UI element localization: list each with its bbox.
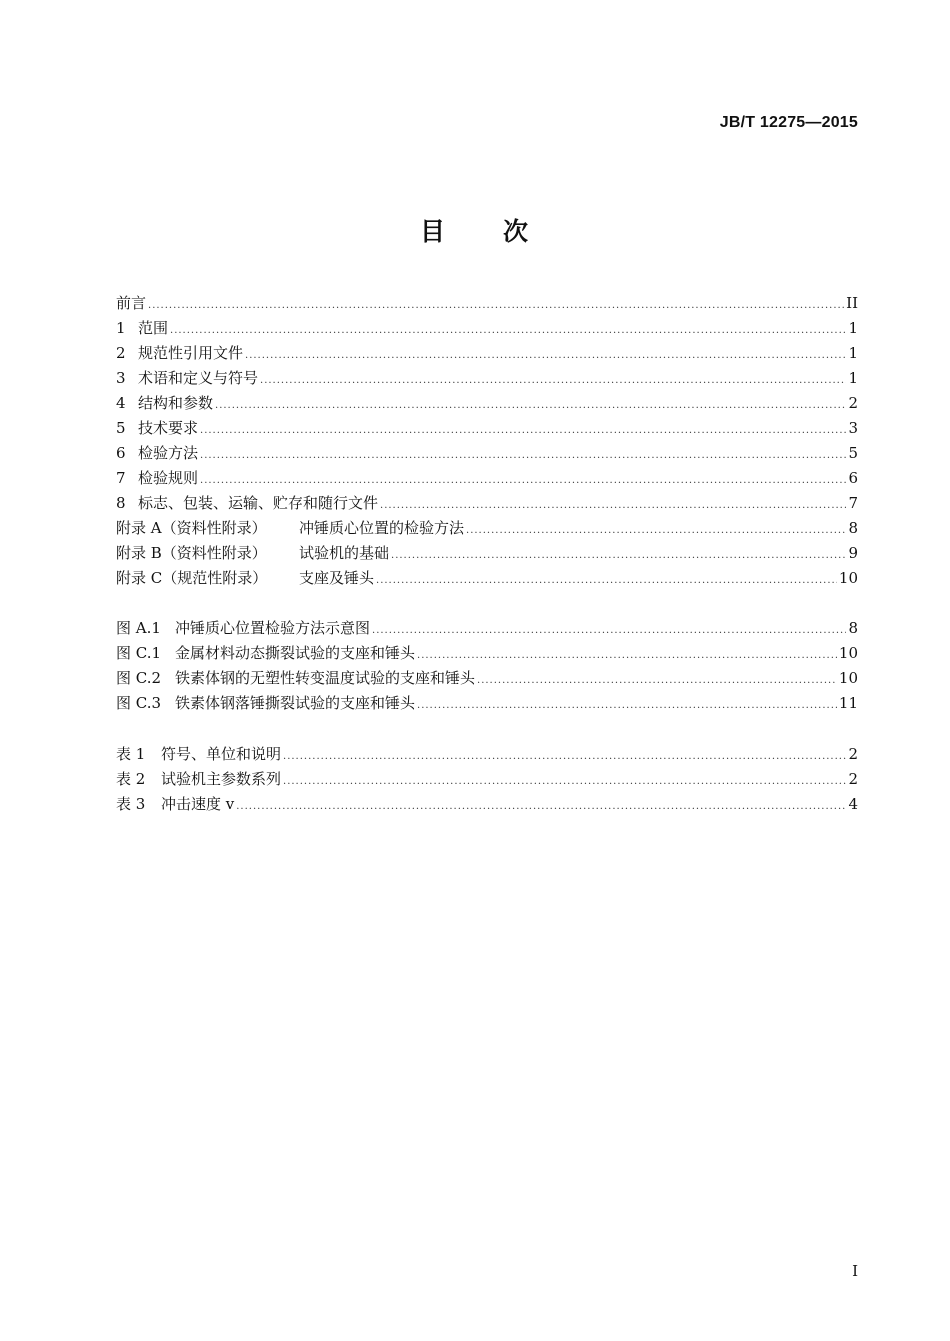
toc-entry-page: 8 [848, 519, 858, 537]
toc-entry-page: 2 [848, 770, 858, 788]
toc-entry-number: 6 [116, 444, 126, 462]
toc-entry-page: 5 [848, 444, 858, 462]
dot-leader [148, 293, 844, 318]
figure-number: 图 C.1 [116, 644, 162, 662]
toc-entry-page: 2 [848, 745, 858, 763]
toc-entry-page: 2 [848, 394, 858, 412]
toc-entry-page: 3 [848, 419, 858, 437]
dot-leader [372, 618, 846, 643]
toc-entry-appendix-a[interactable] [116, 516, 858, 541]
dot-leader [380, 493, 846, 518]
dot-leader [283, 769, 846, 794]
toc-entry-label: 术语和定义与符号 [138, 369, 259, 387]
toc-entry-table-2[interactable] [116, 767, 858, 792]
toc-entry-label: 金属材料动态撕裂试验的支座和锤头 [175, 644, 416, 662]
toc-entry-number: 7 [116, 469, 126, 487]
toc-entry-label: 铁素体钢的无塑性转变温度试验的支座和锤头 [175, 669, 476, 687]
dot-leader [477, 668, 837, 693]
appendix-prefix: 附录 B（资料性附录） [116, 544, 267, 562]
dot-leader [200, 418, 846, 443]
toc-entry-chapter-1[interactable] [116, 316, 858, 341]
dot-leader [260, 368, 846, 393]
table-number: 表 1 [116, 745, 146, 763]
toc-entry-page: 11 [838, 694, 858, 712]
toc-entry-page: 10 [838, 644, 858, 662]
toc-entry-foreword[interactable] [116, 291, 858, 316]
toc-entry-label: 铁素体钢落锤撕裂试验的支座和锤头 [175, 694, 416, 712]
toc-entry-label: 试验机的基础 [299, 544, 390, 562]
toc-entry-label: 冲锤质心位置的检验方法 [299, 519, 465, 537]
toc-entry-label: 规范性引用文件 [138, 344, 244, 362]
toc-tables-section [116, 742, 858, 817]
dot-leader [236, 794, 846, 819]
toc-entry-label: 试验机主参数系列 [161, 770, 282, 788]
toc-entry-page: 4 [848, 795, 858, 813]
table-number: 表 3 [116, 795, 146, 813]
dot-leader [283, 744, 846, 769]
toc-entry-page: 1 [848, 344, 858, 362]
toc-entry-label: 符号、单位和说明 [161, 745, 282, 763]
toc-entry-figure-a1[interactable] [116, 616, 858, 641]
toc-entry-page: 10 [838, 669, 858, 687]
toc-entry-number: 1 [116, 319, 126, 337]
table-number: 表 2 [116, 770, 146, 788]
toc-entry-page: 7 [848, 494, 858, 512]
toc-entry-page: 8 [848, 619, 858, 637]
toc-entry-chapter-2[interactable] [116, 341, 858, 366]
toc-entry-appendix-c[interactable] [116, 566, 858, 591]
toc-entry-chapter-4[interactable] [116, 391, 858, 416]
toc-entry-chapter-5[interactable] [116, 416, 858, 441]
toc-entry-label: 范围 [138, 319, 169, 337]
toc-entry-label: 前言 [116, 294, 147, 312]
toc-entry-page: 1 [848, 369, 858, 387]
figure-number: 图 C.2 [116, 669, 162, 687]
toc-entry-page: II [846, 294, 858, 312]
toc-entry-page: 1 [848, 319, 858, 337]
dot-leader [376, 568, 837, 593]
dot-leader [466, 518, 846, 543]
toc-entry-chapter-3[interactable] [116, 366, 858, 391]
dot-leader [200, 468, 846, 493]
toc-entry-label: 检验规则 [138, 469, 199, 487]
toc-figures-section [116, 616, 858, 716]
figure-number: 图 C.3 [116, 694, 162, 712]
dot-leader [215, 393, 846, 418]
toc-entry-number: 3 [116, 369, 126, 387]
page-number: I [852, 1262, 858, 1280]
appendix-prefix: 附录 A（资料性附录） [116, 519, 267, 537]
toc-entry-figure-c2[interactable] [116, 666, 858, 691]
toc-entry-page: 6 [848, 469, 858, 487]
toc-entry-number: 5 [116, 419, 126, 437]
dot-leader [170, 318, 846, 343]
toc-entry-label: 标志、包装、运输、贮存和随行文件 [138, 494, 379, 512]
toc-entry-label: 技术要求 [138, 419, 199, 437]
toc-entry-label: 冲击速度 v [161, 795, 235, 813]
dot-leader [417, 693, 837, 718]
toc-entry-chapter-6[interactable] [116, 441, 858, 466]
figure-number: 图 A.1 [116, 619, 161, 637]
toc-entry-table-1[interactable] [116, 742, 858, 767]
title-char-1: 目 [419, 217, 447, 246]
toc-entry-page: 9 [848, 544, 858, 562]
appendix-prefix: 附录 C（规范性附录） [116, 569, 268, 587]
toc-entry-label: 检验方法 [138, 444, 199, 462]
toc-entry-chapter-8[interactable] [116, 491, 858, 516]
toc-entry-figure-c3[interactable] [116, 691, 858, 716]
toc-entry-appendix-b[interactable] [116, 541, 858, 566]
toc-entry-number: 2 [116, 344, 126, 362]
toc-entry-chapter-7[interactable] [116, 466, 858, 491]
toc-entry-label: 结构和参数 [138, 394, 214, 412]
page-title [0, 212, 950, 248]
dot-leader [200, 443, 846, 468]
dot-leader [391, 543, 846, 568]
toc-entry-table-3[interactable] [116, 792, 858, 817]
toc-entry-number: 8 [116, 494, 126, 512]
title-char-2: 次 [503, 217, 531, 246]
document-code: JB/T 12275—2015 [719, 114, 858, 131]
toc-entry-number: 4 [116, 394, 126, 412]
toc-entry-page: 10 [838, 569, 858, 587]
dot-leader [245, 343, 846, 368]
toc-main-section [116, 291, 858, 591]
toc-entry-figure-c1[interactable] [116, 641, 858, 666]
dot-leader [417, 643, 837, 668]
toc-entry-label: 支座及锤头 [299, 569, 375, 587]
toc-entry-label: 冲锤质心位置检验方法示意图 [175, 619, 371, 637]
